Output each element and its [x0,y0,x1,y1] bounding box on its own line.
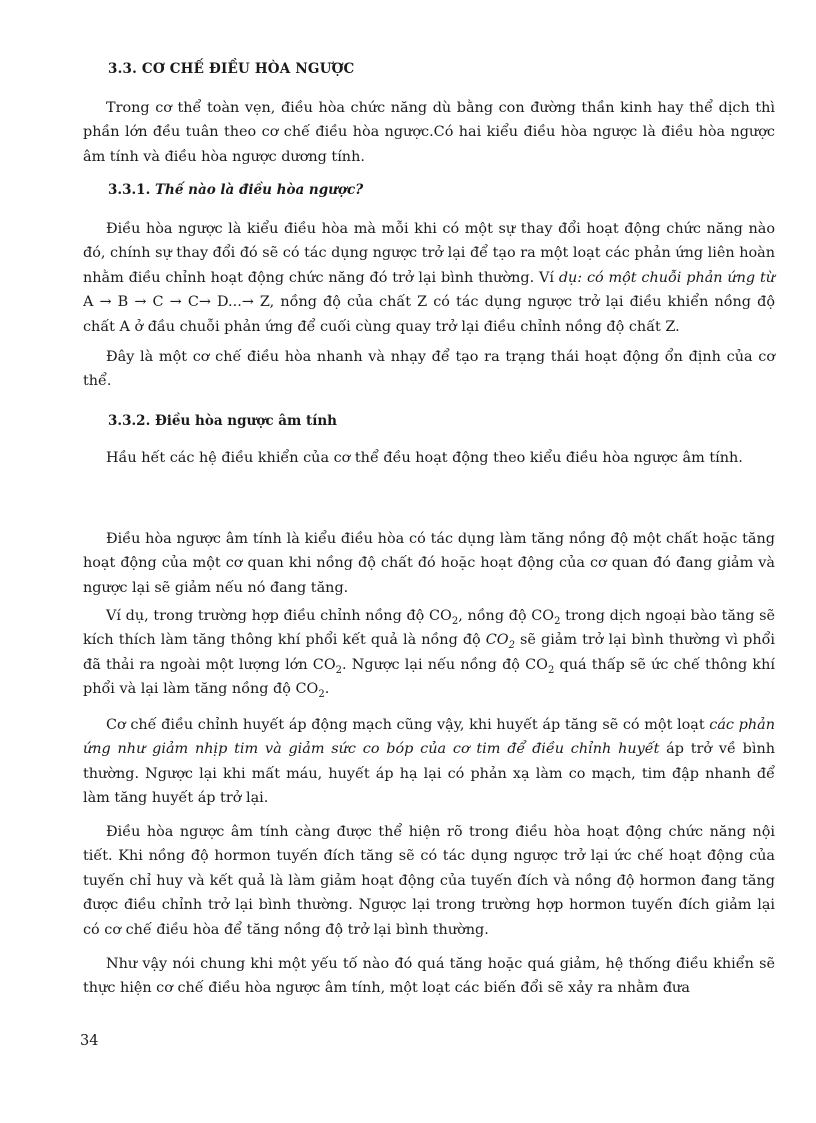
subscript-2: 2 [508,640,515,652]
bp-text-c: áp trở về bình thường. Ngược lại khi mất máu, huyết áp hạ lại có phản xạ làm co mạch, tim đập nhanh để làm tăng huyết áp trở lại. [83,741,775,807]
subscript-2: 2 [451,615,459,627]
subscript-2: 2 [318,689,325,701]
stability-text: Đây là một cơ chế điều hòa nhanh và nhạy để tạo ra trạng thái hoạt động ổn định của cơ thể. [83,349,775,390]
co2-text-d: CO [485,632,509,649]
paragraph-co2-example [83,604,775,702]
subscript-2: 2 [547,664,555,676]
intro-text: Trong cơ thể toàn vẹn, điều hòa chức năng dù bằng con đường thần kinh hay thể dịch thì phần lớn đều tuân theo cơ chế điều hòa ngược.Có hai kiểu điều hòa ngược là điều hòa ngược âm tính và điều hòa ngược dương tính. [83,100,775,165]
co2-text-e: sẽ giảm trở lại bình thường vì phổi đã thải ra ngoài một lượng lớn CO [83,632,775,673]
bp-text-italic: các phản ứng như giảm nhịp tim và giảm sức co bóp của cơ tim để điều chỉnh huyết [83,717,775,758]
definition-example-text: A → B → C → C→ D...→ Z, nồng độ của chất Z có tác dụng ngược trở lại điều khiển nồng độ chất A ở đầu chuỗi phản ứng để cuối cùng quay trở lại điều chỉnh nồng độ chất Z. [83,294,775,335]
co2-text-b: , nồng độ CO [458,608,555,624]
paragraph-summary [83,952,775,1001]
paragraph-blood-pressure [83,713,775,811]
paragraph-definition [83,217,775,339]
negative-intro-text: Hầu hết các hệ điều khiển của cơ thể đều hoạt động theo kiểu điều hòa ngược âm tính. [106,450,743,466]
negative-definition-text: Điều hòa ngược âm tính là kiểu điều hòa có tác dụng làm tăng nồng độ một chất hoặc tăng hoạt động của một cơ quan khi nồng độ chất đó hoặc hoạt động của cơ quan đó đang giảm và ngược lại sẽ giảm nếu nó đang tăng. [83,531,775,596]
subsection-heading-1 [108,182,363,198]
summary-text: Như vậy nói chung khi một yếu tố nào đó quá tăng hoặc quá giảm, hệ thống điều khiển sẽ thực hiện cơ chế điều hòa ngược âm tính, một loạt các biến đổi sẽ xảy ra nhằm đưa [83,956,775,997]
page-number: 34 [80,1033,99,1049]
subsection-1-title: Thế nào là điều hòa ngược? [154,182,364,198]
paragraph-stability [83,345,775,394]
paragraph-endocrine [83,820,775,942]
definition-example-italic: dụ: có một chuỗi phản ứng từ [558,269,775,286]
subsection-heading-2: 3.3.2. Điều hòa ngược âm tính [108,413,337,429]
co2-text-g: quá thấp sẽ ức chế thông khí phổi và lại làm tăng nồng độ CO [83,656,776,698]
definition-text: Điều hòa ngược là kiểu điều hòa mà mỗi khi có một sự thay đổi hoạt động chức năng nào đó, chính sự thay đổi đó sẽ có tác dụng ngược trở lại để tạo ra một loạt các phản ứng liên hoàn nhằm điều chỉnh hoạt động chức năng đó trở lại bình thường. Ví [83,221,775,286]
subscript-2: 2 [335,664,342,676]
paragraph-negative-intro [83,446,775,470]
intro-paragraph [83,96,775,169]
co2-text-c: trong dịch ngoại bào tăng sẽ kích thích làm tăng thông khí phổi kết quả là nồng độ [83,608,776,649]
co2-text-f: . Ngược lại nếu nồng độ CO [342,656,548,673]
co2-text-a: Ví dụ, trong trường hợp điều chỉnh nồng độ CO [106,608,452,624]
section-heading: 3.3. CƠ CHẾ ĐIỀU HÒA NGƯỢC [108,61,355,77]
bp-text-a: Cơ chế điều chỉnh huyết áp động mạch cũng vậy, khi huyết áp tăng sẽ có một loạt [106,717,710,733]
subsection-1-number: 3.3.1. [108,182,151,198]
paragraph-negative-definition [83,527,775,600]
subscript-2: 2 [554,615,561,627]
co2-text-h: . [324,681,330,698]
endocrine-text: Điều hòa ngược âm tính càng được thể hiện rõ trong điều hòa hoạt động chức năng nội tiết. Khi nồng độ hormon tuyến đích tăng sẽ có tác dụng ngược trở lại ức chế hoạt động của tuyến chỉ huy và kết quả là làm giảm hoạt động của tuyến đích và nồng độ hormon đang tăng được điều chỉnh trở lại bình thường. Ngược lại trong trường hợp hormon tuyến đích giảm lại có cơ chế điều hòa để tăng nồng độ trở lại bình thường. [83,824,775,938]
